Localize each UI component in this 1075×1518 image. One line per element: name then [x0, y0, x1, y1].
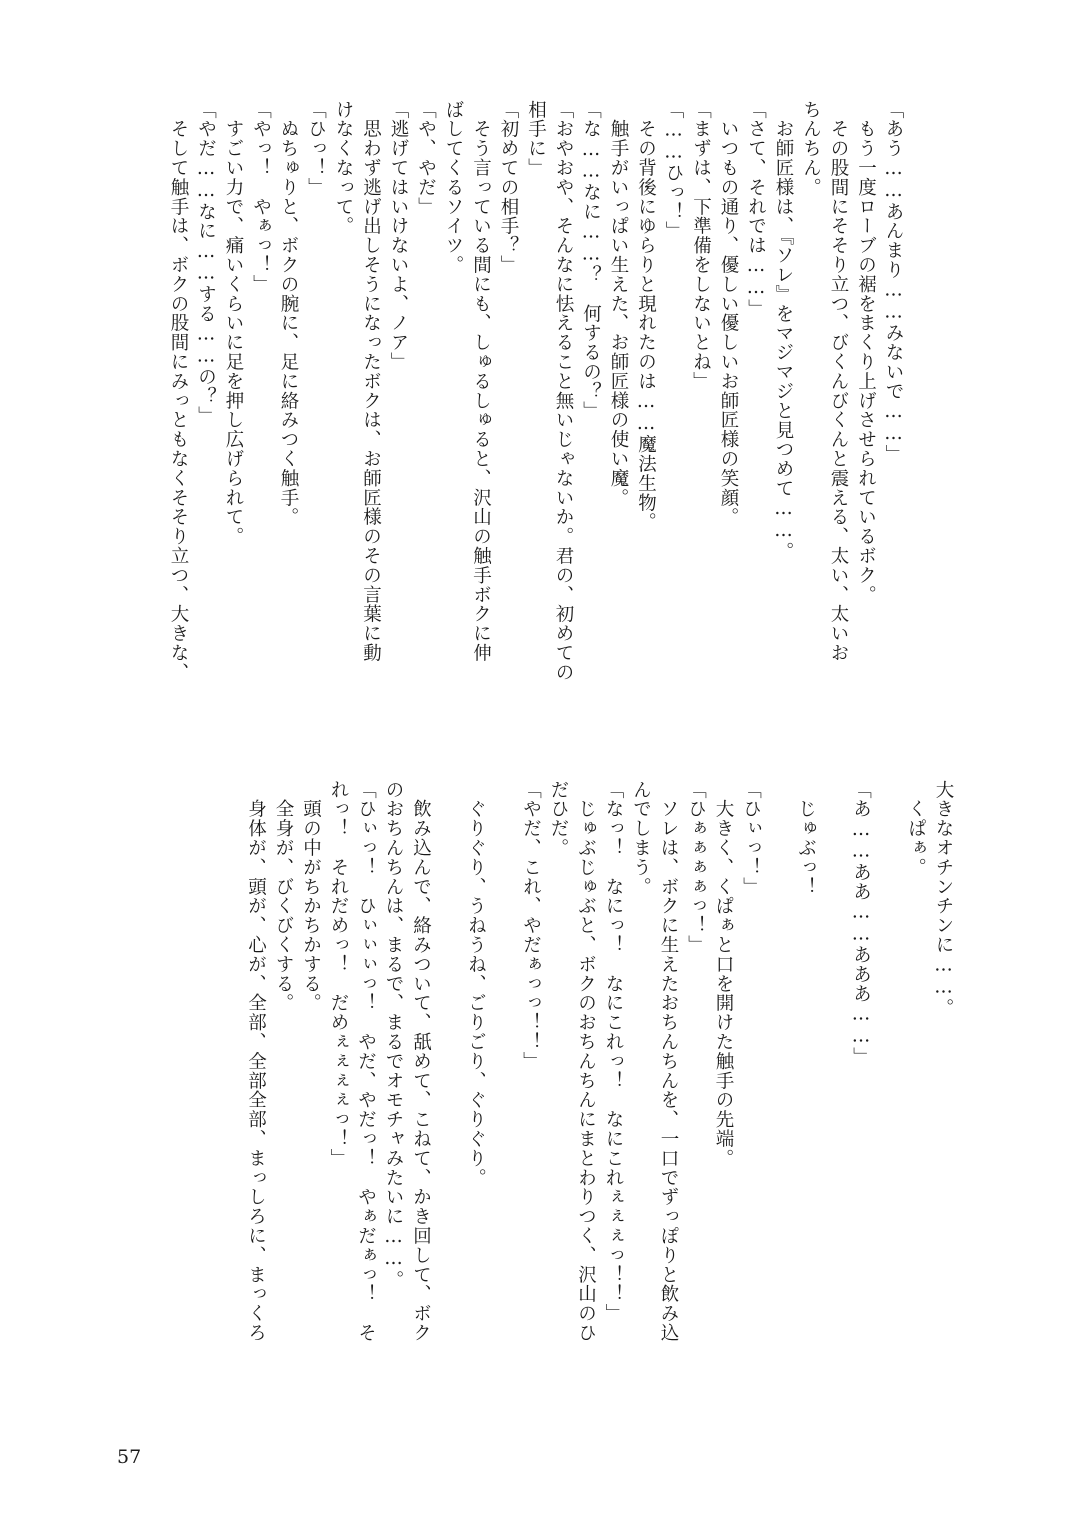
text-line: そして触手は、ボクの股間にみっともなくそそり立つ、大きな、 — [168, 100, 189, 682]
text-line: もう一度ローブの裾をまくり上げさせられているボク。 — [855, 100, 877, 605]
text-line: すごい力で、痛いくらいに足を押し広げられて。 — [223, 100, 244, 547]
text-line: 「さて、それでは……」 — [745, 100, 767, 319]
text-line: 飲み込んで、絡みついて、舐めて、こねて、かき回して、ボク — [410, 780, 432, 1343]
text-line: 「あ……ああ……あああ……」 — [850, 780, 872, 1067]
text-line: 「な……なに……？ 何するの？」 — [580, 100, 602, 421]
text-block-bottom — [242, 780, 957, 1420]
text-line: 「ひぁぁぁぁっ！」 — [685, 780, 707, 955]
text-line: 相手に」 — [525, 100, 547, 178]
text-line: 「まずは、下準備をしないとね」 — [690, 100, 712, 391]
text-line: 「あう……あんまり……みないで……」 — [883, 100, 904, 465]
text-line: けなくなって。 — [333, 100, 354, 236]
text-line: 「おやおや、そんなに怯えること無いじゃないか。君の、初めての — [553, 100, 574, 682]
text-line: 「や、やだ」 — [415, 100, 437, 217]
text-line: ぬちゅりと、ボクの腕に、足に絡みつく触手。 — [278, 100, 299, 527]
text-block-top — [165, 100, 908, 740]
text-line: ばしてくるソイツ。 — [443, 100, 464, 275]
text-line: そう言っている間にも、しゅるしゅると、沢山の触手ボクに伸 — [470, 100, 492, 663]
text-line — [820, 780, 848, 1420]
text-line: 頭の中がちかちかする。 — [300, 780, 322, 1013]
text-line: お師匠様は、『ソレ』をマジマジと見つめて……。 — [773, 100, 794, 562]
text-line: 「初めての相手？」 — [498, 100, 519, 275]
text-line: 「ひっ！」 — [305, 100, 327, 197]
text-line: 思わず逃げ出しそうになったボクは、お師匠様のその言葉に動 — [360, 100, 382, 663]
text-line: ちんちん。 — [800, 100, 822, 197]
page-number: 57 — [117, 1446, 142, 1468]
text-line: 身体が、頭が、心が、全部、全部全部、まっしろに、まっくろ — [245, 780, 267, 1343]
text-line: いつもの通り、優しい優しいお師匠様の笑顔。 — [718, 100, 739, 527]
text-line: その股間にそそり立つ、びくんびくんと震える、太い、太いお — [828, 100, 849, 663]
text-line — [765, 780, 793, 1420]
text-line: 「……ひっ！」 — [663, 100, 684, 241]
text-line: 触手がいっぱい生えた、お師匠様の使い魔。 — [608, 100, 629, 508]
text-line: 「やっ！ やぁっ！」 — [250, 100, 272, 294]
text-line: 「やだ、これ、やだぁっっ！！」 — [520, 780, 542, 1071]
text-line: 全身が、びくびくする。 — [273, 780, 294, 1013]
text-line: その背後にゆらりと現れたのは……魔法生物。 — [635, 100, 657, 532]
text-line: ソレは、ボクに生えたおちんちんを、一口でずっぽりと飲み込 — [658, 780, 679, 1343]
text-line: 大きく、くぱぁと口を開けた触手の先端。 — [713, 780, 734, 1168]
text-line: れっ！ それだめっ！ だめぇぇぇぇっ！」 — [328, 780, 349, 1168]
text-line: くぱぁ。 — [905, 780, 927, 877]
text-line: 大きなオチンチンに……。 — [933, 780, 954, 1018]
text-line: 「なっ！ なにっ！ なにこれっ！ なにこれぇぇぇっ！！」 — [603, 780, 624, 1324]
text-line: だひだ。 — [548, 780, 569, 858]
text-line: 「やだ……なに……する……の？」 — [195, 100, 217, 426]
text-line: 「ひぃっ！」 — [740, 780, 762, 897]
text-line: 「逃げてはいけないよ、ノア」 — [388, 100, 409, 372]
text-line: ぐりぐり、うねうね、ごりごり、ぐりぐり。 — [465, 780, 487, 1188]
text-line — [875, 780, 903, 1420]
text-line — [435, 780, 463, 1420]
text-line: のおちんちんは、まるで、まるでオモチャみたいに……。 — [383, 780, 404, 1290]
text-line: 「ひぃっ！ ひぃぃぃっ！ やだ、やだっ！ やぁだぁっ！ そ — [355, 780, 377, 1343]
text-line — [490, 780, 518, 1420]
text-line: じゅぶじゅぶと、ボクのおちんちんにまとわりつく、沢山のひ — [575, 780, 597, 1343]
text-line: んでしまう。 — [630, 780, 652, 897]
text-line: じゅぶっ！ — [795, 780, 817, 897]
